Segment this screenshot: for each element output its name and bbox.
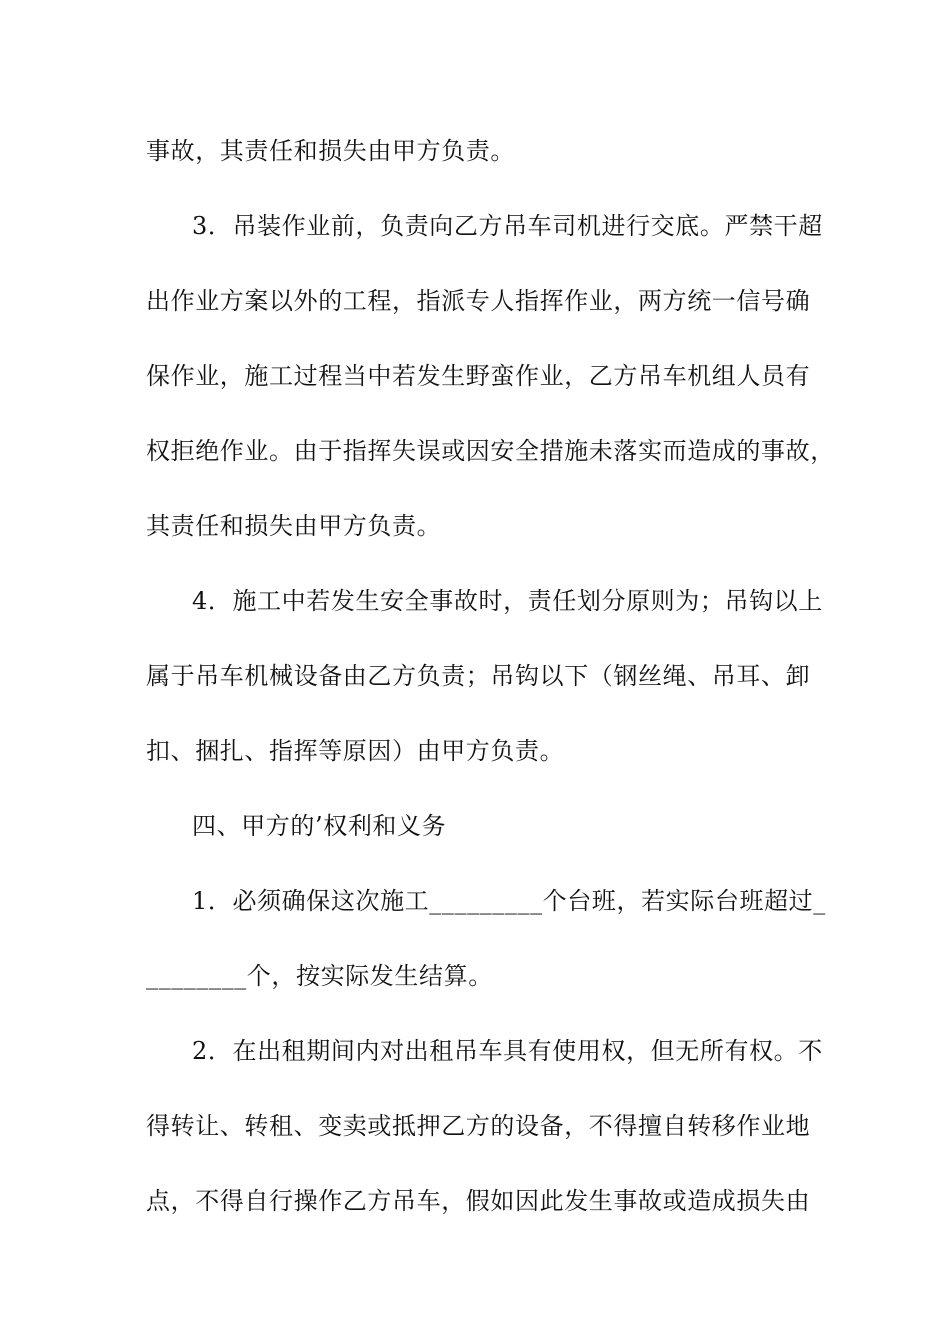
text-line: 事故，其责任和损失由甲方负责。 [146,137,515,165]
text-line: 其责任和损失由甲方负责。 [146,512,442,540]
text-line: 属于吊车机械设备由乙方负责；吊钩以下（钢丝绳、吊耳、卸 [146,662,811,690]
text-line: 保作业，施工过程当中若发生野蛮作业，乙方吊车机组人员有 [146,362,811,390]
text-line: 4．施工中若发生安全事故时，责任划分原则为；吊钩以上 [192,587,823,615]
text-line: 权拒绝作业。由于指挥失误或因安全措施未落实而造成的事故， [146,437,835,465]
text-line: 得转让、转租、变卖或抵押乙方的设备，不得擅自转移作业地 [146,1112,811,1140]
text-line: 3．吊装作业前，负责向乙方吊车司机进行交底。严禁干超 [192,212,823,240]
text-line: 2．在出租期间内对出租吊车具有使用权，但无所有权。不 [192,1037,823,1065]
text-line: ________个，按实际发生结算。 [146,962,493,990]
text-line: 扣、捆扎、指挥等原因）由甲方负责。 [146,737,565,765]
text-line: 1．必须确保这次施工_________个台班，若实际台班超过_ [192,887,826,915]
section-heading: 四、甲方的’权利和义务 [192,812,447,840]
text-line: 点，不得自行操作乙方吊车，假如因此发生事故或造成损失由 [146,1187,811,1215]
text-line: 出作业方案以外的工程，指派专人指挥作业，两方统一信号确 [146,287,811,315]
